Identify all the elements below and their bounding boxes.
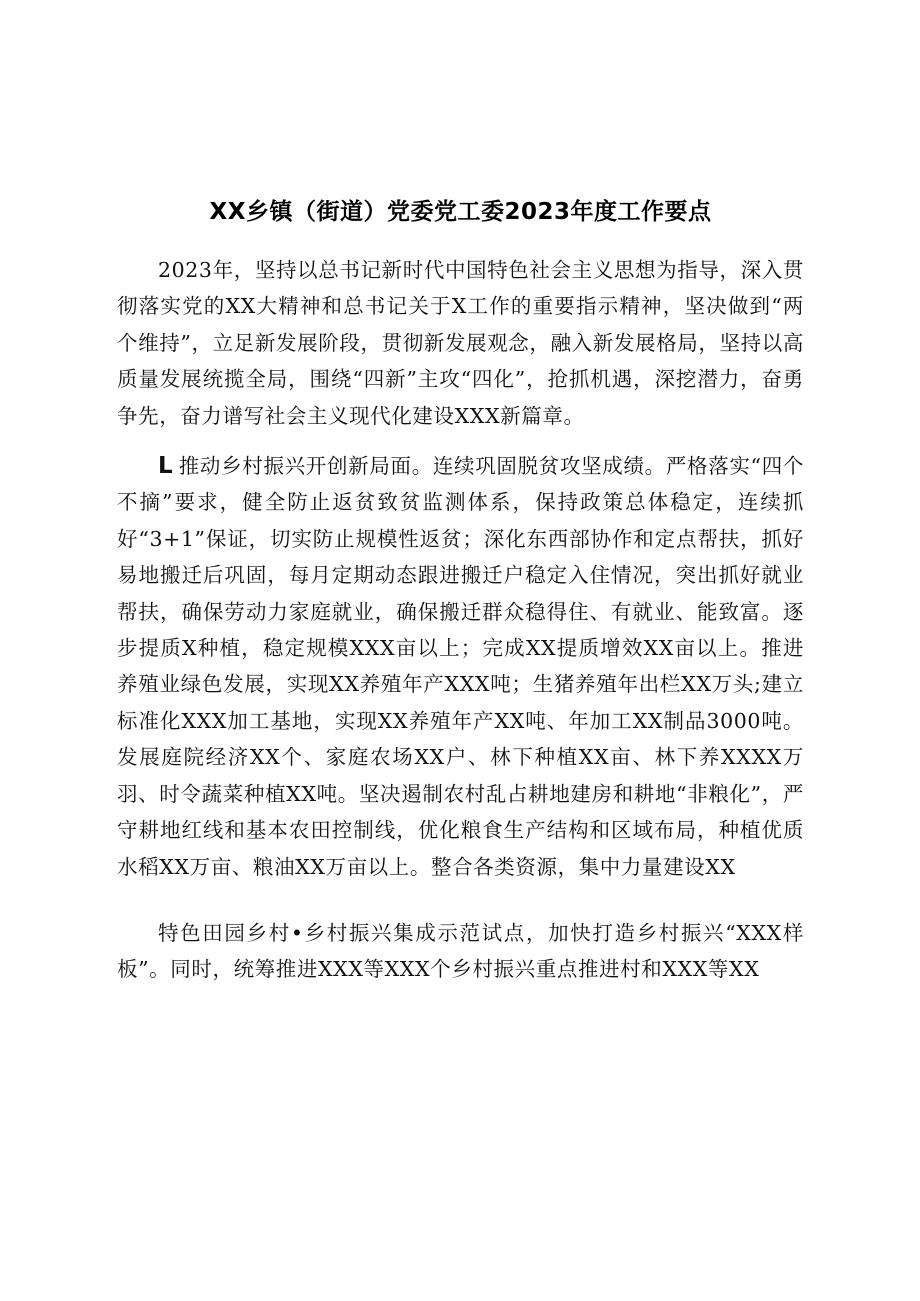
continuation-paragraph: 特色田园乡村•乡村振兴集成示范试点，加快打造乡村振兴“XXX样板”。同时，统筹推进XXX等XXX个乡村振兴重点推进村和XXX等XX [117,920,804,982]
document-title: XX乡镇（街道）党委党工委2023年度工作要点 [209,199,712,225]
section-1-text: 推动乡村振兴开创新局面。连续巩固脱贫攻坚成绩。严格落实“四个不摘”要求，健全防止返贫致贫监测体系，保持政策总体稳定，连续抓好“3+1”保证，切实防止规模性返贫；深化东西部协作和定点帮扶，抓好易地搬迁后巩固，每月定期动态跟进搬迁户稳定入住情况，突出抓好就业帮扶，确保劳动力家庭就业，确保搬迁群众稳得住、有就业、能致富。逐步提质X种植，稳定规模XXX亩以上；完成XX提质增效XX亩以上。推进养殖业绿色发展，实现XX养殖年产XXX吨；生猪养殖年出栏XX万头;建立标准化XXX加工基地，实现XX养殖年产XX吨、年加工XX制品3000吨。发展庭院经济XX个、家庭农场XX户、林下种植XX亩、林下养XXXX万羽、时令蔬菜种植XX吨。坚决遏制农村乱占耕地建房和耕地“非粮化”，严守耕地红线和基本农田控制线，优化粮食生产结构和区域布局，种植优质水稻XX万亩、粮油XX万亩以上。整合各类资源，集中力量建设XX [117,454,804,879]
section-1-marker: L [158,453,173,480]
intro-paragraph: 2023年，坚持以总书记新时代中国特色社会主义思想为指导，深入贯彻落实党的XX大精神和总书记关于X工作的重要指示精神，坚决做到“两个维持”，立足新发展阶段，贯彻新发展观念，融入新发展格局，坚持以高质量发展统揽全局，围绕“四新”主攻“四化”，抢抓机遇，深挖潜力，奋勇争先，奋力谱写社会主义现代化建设XXX新篇章。 [117,258,804,428]
section-1-paragraph [117,448,804,885]
